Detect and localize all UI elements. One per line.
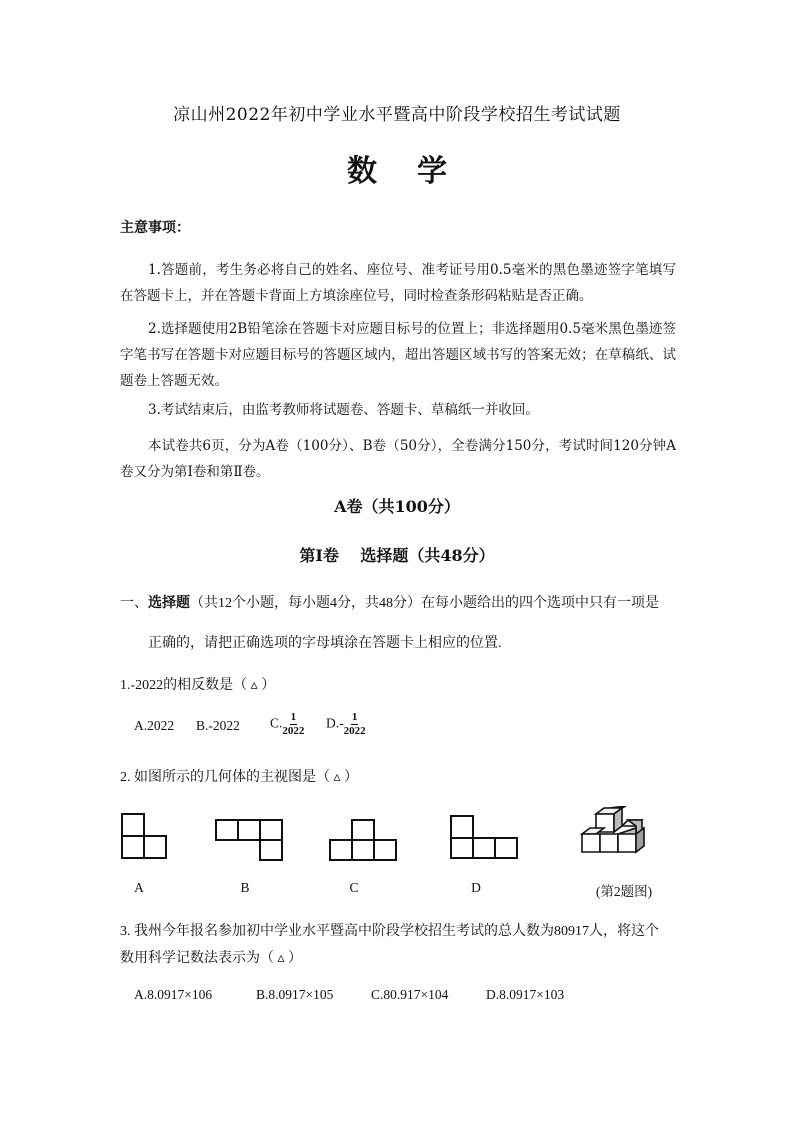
q1-option-a: A.2022: [134, 718, 175, 733]
notice-heading: 主意事项：: [120, 220, 190, 236]
q3-option-b: B.8.0917×105: [256, 987, 334, 1002]
exam-title: 凉山州2022年初中学业水平暨高中阶段学校招生考试试题: [173, 105, 621, 125]
notice-item-3: 3.考试结束后，由监考教师将试题卷、答题卡、草稿纸一并收回。: [148, 402, 539, 418]
instruction-text: （共12个小题，每小题4分，共48分）在每小题给出的四个选项中只有一项是: [190, 596, 659, 611]
figure-label-c: C: [349, 880, 359, 895]
question-1-stem: 1.-2022的相反数是（ ▵ ）: [120, 678, 276, 693]
q1-option-c: C. $\frac{1}{2022}$: [270, 711, 305, 737]
instruction-bold: 选择题: [148, 596, 190, 611]
figure-d-front-view: [449, 814, 521, 860]
figure-c-front-view: [328, 818, 400, 862]
q3-option-c: C.80.917×104: [371, 987, 449, 1002]
subject-title: 数学: [347, 154, 487, 189]
instruction-line-1: [120, 592, 659, 612]
q3-option-d: D.8.0917×103: [486, 987, 565, 1002]
figure-label-d: D: [471, 880, 481, 895]
fraction: $\frac{1}{2022}$: [343, 711, 366, 737]
part-1-heading: 第Ⅰ卷 选择题（共48分）: [299, 546, 495, 565]
instruction-line-2: 正确的，请把正确选项的字母填涂在答题卡上相应的位置.: [148, 636, 502, 651]
figure-b-front-view: [214, 818, 286, 862]
figure-caption: (第2题图): [595, 884, 653, 899]
notice-item-2: 2.选择题使用2B铅笔涂在答题卡对应题目标号的位置上；非选择题用0.5毫米黑色墨迹签字笔书写在答题卡对应题目标号的答题区域内，超出答题区域书写的答案无效；在草稿纸、试题卷上答题无效。: [120, 321, 676, 389]
notice-item-4: 本试卷共6页，分为A卷（100分）、B卷（50分），全卷满分150分，考试时间120分钟A卷又分为第Ⅰ卷和第Ⅱ卷。: [120, 438, 676, 480]
figure-a-front-view: [120, 812, 170, 860]
figure-label-b: B: [240, 880, 250, 895]
question-3-stem-line-1: 3. 我州今年报名参加初中学业水平暨高中阶段学校招生考试的总人数为80917人，将这个: [120, 924, 659, 939]
q3-option-a: A.8.0917×106: [134, 987, 213, 1002]
q1-option-d: D.- $\frac{1}{2022}$: [326, 711, 366, 737]
question-2-stem: 2. 如图所示的几何体的主视图是（ ▵ ）: [120, 770, 359, 785]
fraction: $\frac{1}{2022}$: [282, 711, 305, 737]
instruction-prefix: 一、: [120, 596, 148, 611]
notice-item-1: 1.答题前，考生务必将自己的姓名、座位号、准考证号用0.5毫米的黑色墨迹签字笔填写在答题卡上，并在答题卡背面上方填涂座位号，同时检查条形码粘贴是否正确。: [120, 262, 676, 304]
question-3-stem-line-2: 数用科学记数法表示为（ ▵ ）: [120, 951, 303, 966]
solid-cube-figure: [580, 806, 648, 862]
q1-option-b: B.-2022: [196, 718, 240, 733]
section-a-heading: A卷（共100分）: [334, 497, 460, 516]
figure-label-a: A: [134, 880, 144, 895]
